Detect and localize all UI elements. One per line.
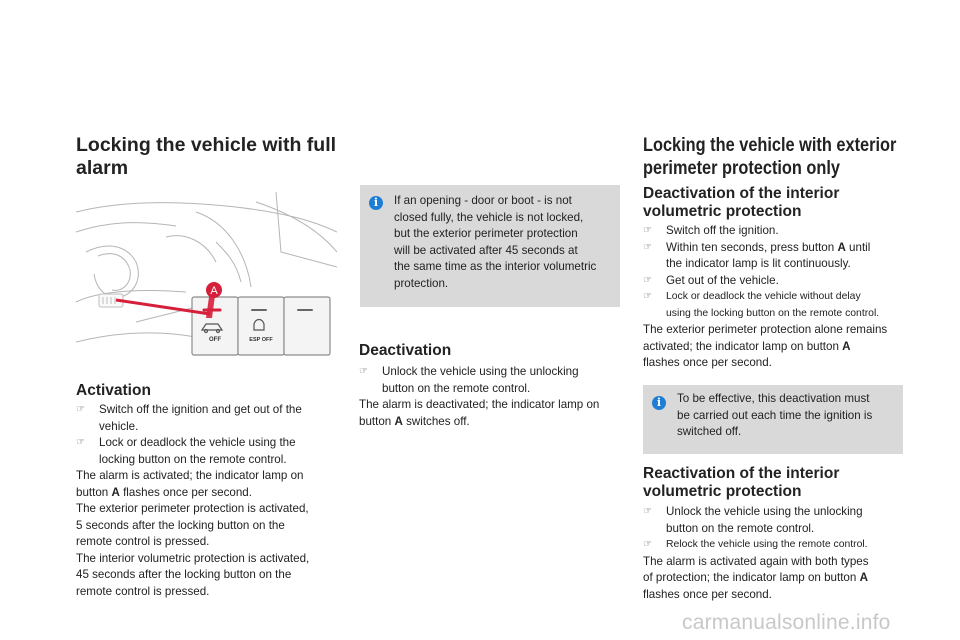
list-item: ☞ Get out of the vehicle. bbox=[643, 273, 918, 290]
reactivation-interior-heading: Reactivation of the interior volumetric protection bbox=[643, 465, 840, 500]
watermark-text: carmanualsonline.info bbox=[682, 611, 891, 634]
note-text: If an opening - door or boot - is not closed fully, the vehicle is not locked, but the exterior perimeter protection will be activated after 45 seconds at the same time as the interior volumetric protection. bbox=[394, 194, 597, 290]
list-item: ☞ Lock or deadlock the vehicle without delay using the locking button on the remote control. bbox=[643, 289, 918, 322]
info-icon: i bbox=[652, 396, 666, 410]
activation-body: ☞ Switch off the ignition and get out of the vehicle. ☞ Lock or deadlock the vehicle using the locking button on the remote control. The alarm is activated; the indicator lamp on button A flashes once per second. The exterior perimeter protection is activated, 5 seconds after the locking button on the remote control is pressed. The interior volumetric protection is activated, 45 seconds after the locking button on the remote control is pressed. bbox=[76, 402, 341, 600]
list-item: ☞ Lock or deadlock the vehicle using the locking button on the remote control. bbox=[76, 435, 341, 468]
section-title-exterior-only: Locking the vehicle with exterior perimeter protection only bbox=[643, 135, 897, 179]
info-note-effective bbox=[643, 385, 903, 454]
info-icon: i bbox=[369, 196, 383, 210]
deactivation-body: ☞ Unlock the vehicle using the unlocking button on the remote control. The alarm is deactivated; the indicator lamp on button A switches off. bbox=[359, 364, 624, 430]
reactivation-interior-body: ☞ Unlock the vehicle using the unlocking button on the remote control. ☞ Relock the vehicle using the remote control. The alarm is activated again with both types of protection; the indicator lamp on button A flashes once per second. bbox=[643, 504, 918, 603]
activation-heading: Activation bbox=[76, 382, 151, 399]
info-note-opening bbox=[360, 185, 620, 307]
dashboard-figure bbox=[76, 192, 337, 367]
deactivation-interior-body: ☞ Switch off the ignition. ☞ Within ten seconds, press button A until the indicator lamp is lit continuously. ☞ Get out of the vehicle. ☞ Lock or deadlock the vehicle without delay using the locking button on the remote control. The exterior perimeter protection alone remains activated; the indicator lamp on button A flashes once per second. bbox=[643, 223, 918, 372]
deactivation-interior-heading: Deactivation of the interior volumetric protection bbox=[643, 185, 840, 220]
off-button-label: OFF bbox=[209, 337, 221, 343]
dashboard-illustration bbox=[76, 192, 337, 367]
list-item: ☞ Within ten seconds, press button A until the indicator lamp is lit continuously. bbox=[643, 240, 918, 273]
note-text: To be effective, this deactivation must be carried out each time the ignition is switched off. bbox=[677, 392, 873, 438]
list-item: ☞ Relock the vehicle using the remote control. bbox=[643, 537, 918, 554]
callout-a-label: A bbox=[210, 285, 218, 297]
list-item: ☞ Unlock the vehicle using the unlocking button on the remote control. bbox=[359, 364, 624, 397]
list-item: ☞ Unlock the vehicle using the unlocking button on the remote control. bbox=[643, 504, 918, 537]
deactivation-heading: Deactivation bbox=[359, 342, 452, 359]
esp-off-button-label: ESP OFF bbox=[249, 337, 273, 343]
section-title-full-alarm: Locking the vehicle with full alarm bbox=[76, 134, 337, 179]
list-item: ☞ Switch off the ignition. bbox=[643, 223, 918, 240]
list-item: ☞ Switch off the ignition and get out of the vehicle. bbox=[76, 402, 341, 435]
